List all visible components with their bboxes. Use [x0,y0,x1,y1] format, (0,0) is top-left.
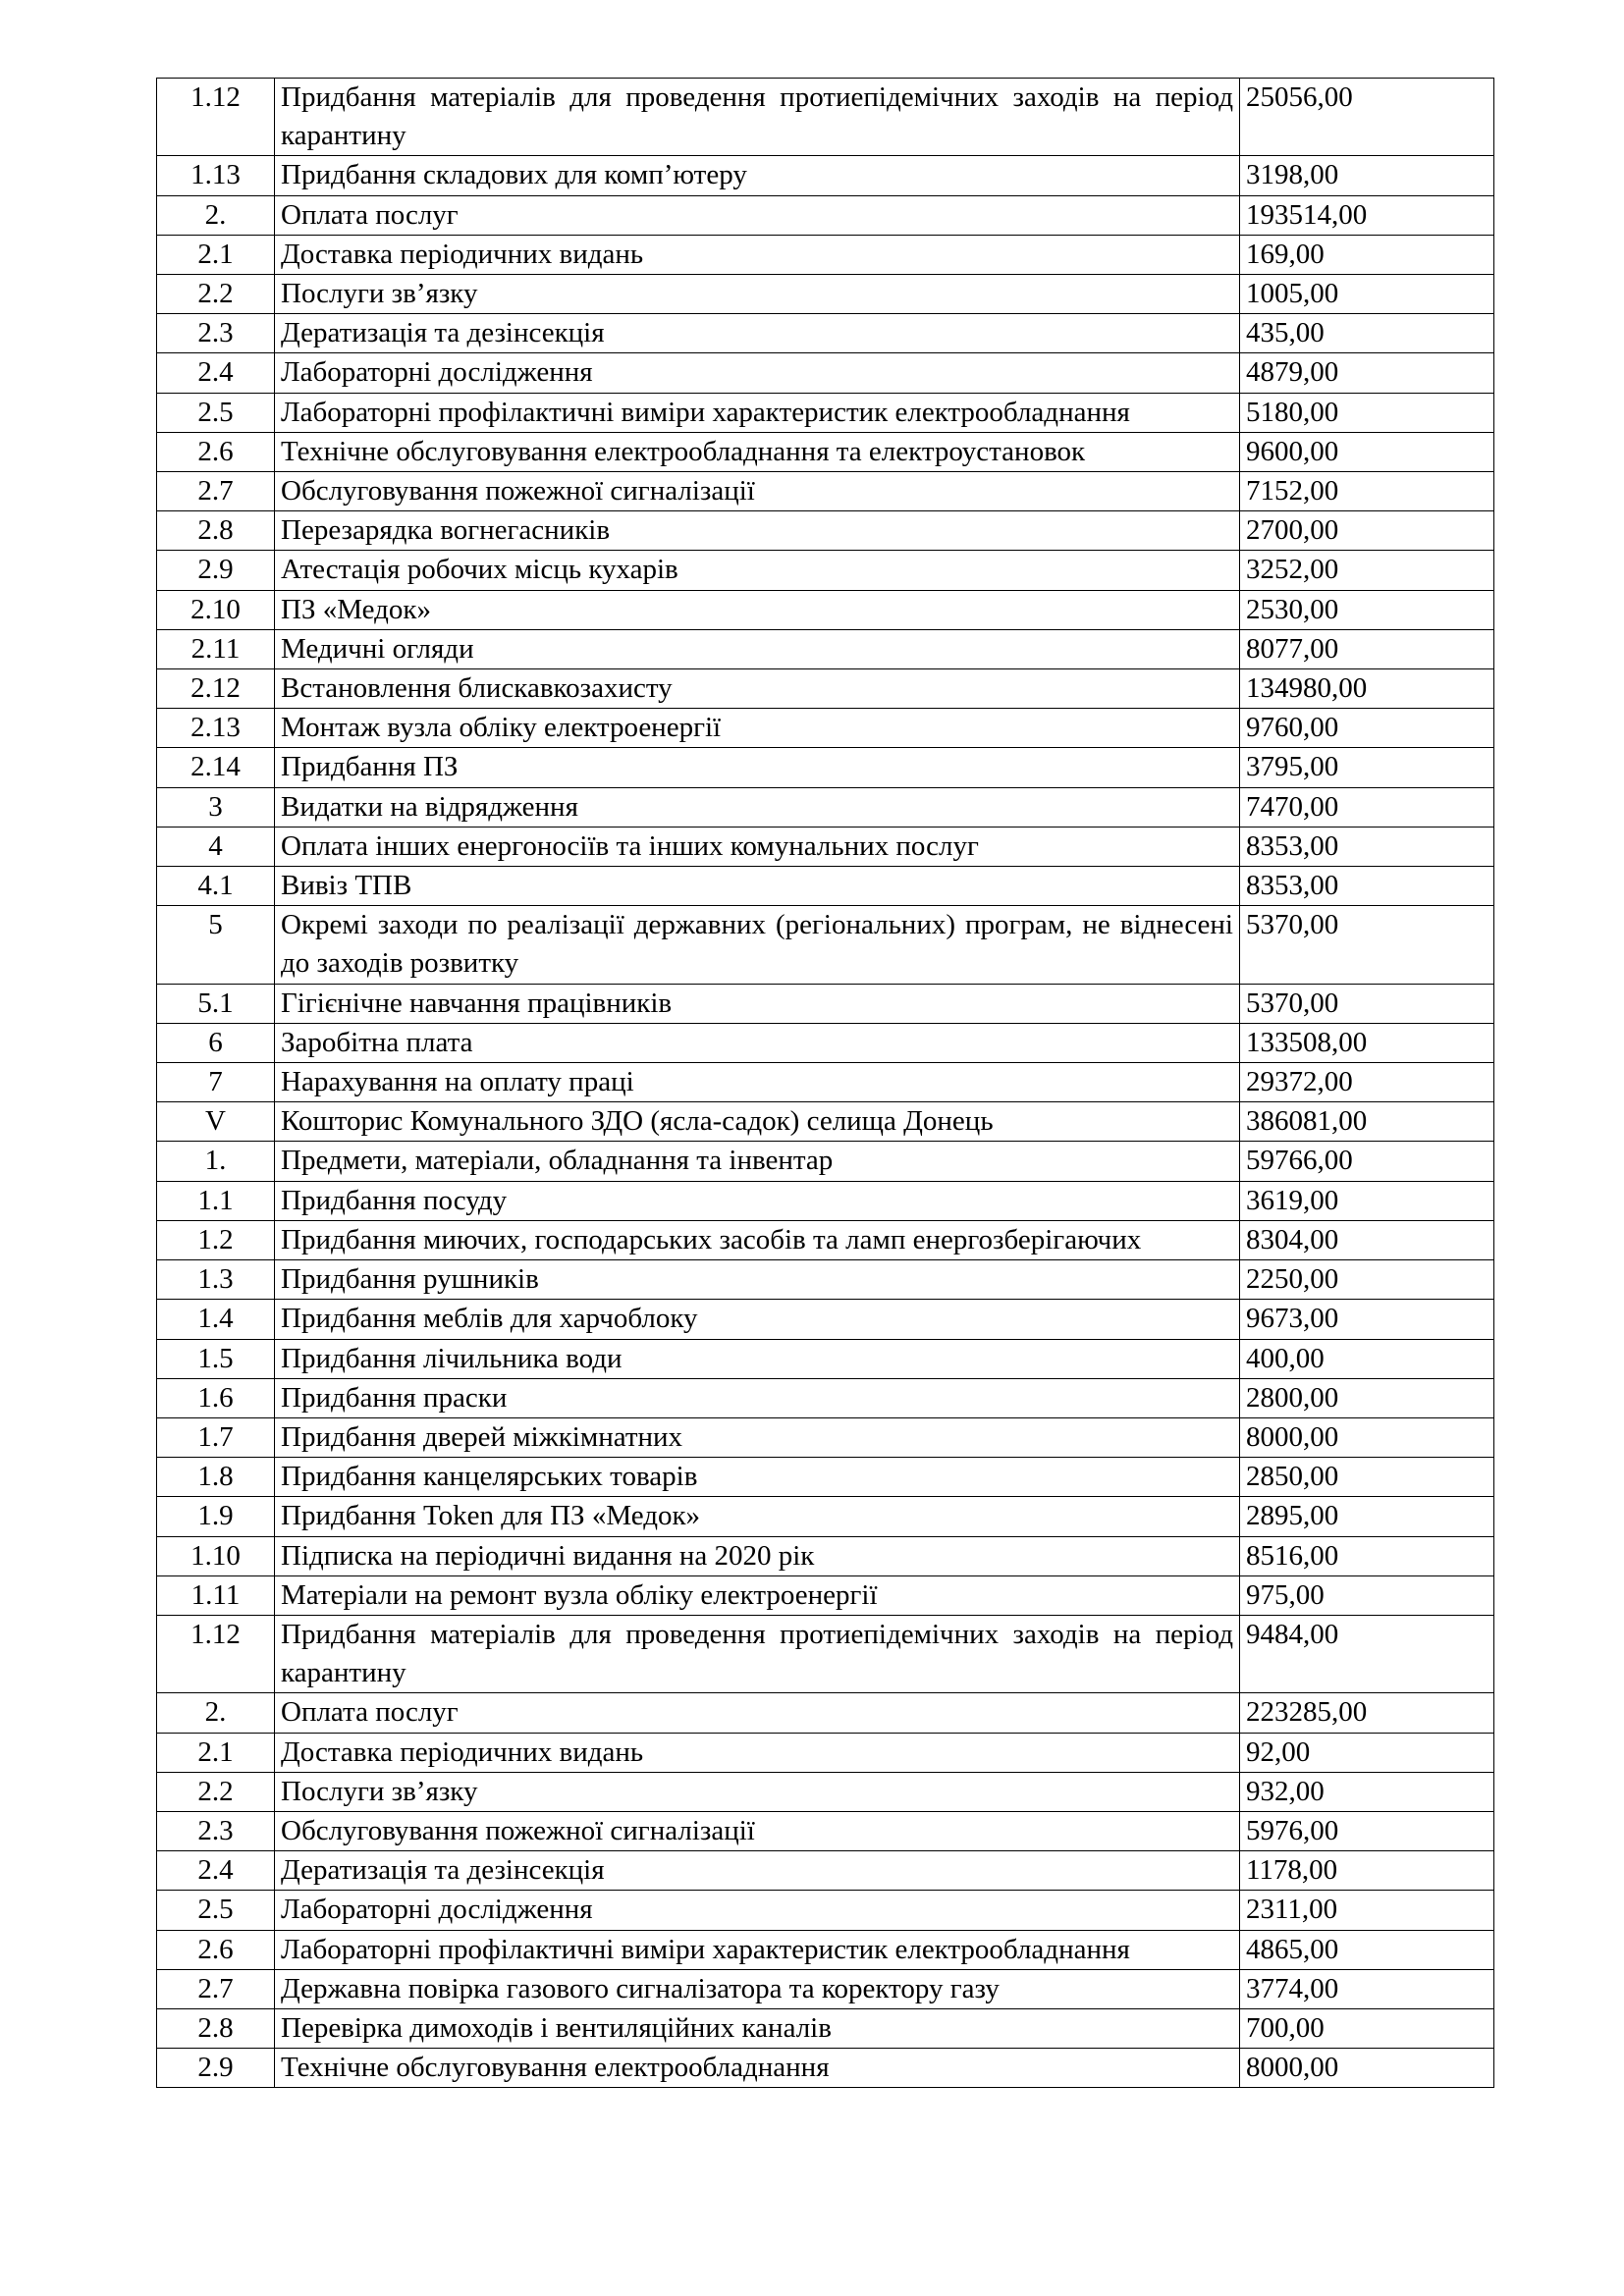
row-number-cell: 2.7 [157,472,275,511]
amount-cell: 386081,00 [1240,1102,1494,1142]
row-number-cell: 2.3 [157,314,275,353]
table-row [157,1220,1494,1259]
table-row [157,629,1494,668]
expense-name-cell: Доставка періодичних видань [275,235,1240,274]
expense-name-cell: Придбання Token для ПЗ «Медок» [275,1497,1240,1536]
table-row [157,906,1494,984]
table-row [157,1497,1494,1536]
expense-name-cell: Технічне обслуговування електрообладнання [275,2049,1240,2088]
expense-name-cell: Придбання матеріалів для проведення протиепідемічних заходів на період карантину [275,1615,1240,1692]
table-row [157,867,1494,906]
table-row [157,195,1494,235]
amount-cell: 5976,00 [1240,1811,1494,1850]
table-row [157,1458,1494,1497]
row-number-cell: 1.5 [157,1339,275,1378]
row-number-cell: 1.9 [157,1497,275,1536]
expense-name-cell: Оплата послуг [275,1693,1240,1733]
row-number-cell: 2.6 [157,1930,275,1969]
expense-name-cell: Окремі заходи по реалізації державних (регіональних) програм, не віднесені до заходів розвитку [275,906,1240,984]
expense-name-cell: Придбання меблів для харчоблоку [275,1300,1240,1339]
amount-cell: 8304,00 [1240,1220,1494,1259]
expense-name-cell: Нарахування на оплату праці [275,1063,1240,1102]
table-row [157,590,1494,629]
table-row [157,79,1494,156]
row-number-cell: 5 [157,906,275,984]
amount-cell: 2530,00 [1240,590,1494,629]
amount-cell: 8000,00 [1240,2049,1494,2088]
expense-name-cell: Встановлення блискавкозахисту [275,669,1240,709]
row-number-cell: 2.4 [157,353,275,393]
amount-cell: 8353,00 [1240,827,1494,866]
row-number-cell: 1.10 [157,1536,275,1575]
budget-table-body [157,79,1494,2088]
row-number-cell: 5.1 [157,984,275,1023]
expense-name-cell: Медичні огляди [275,629,1240,668]
expense-name-cell: Придбання праски [275,1378,1240,1417]
expense-name-cell: Перезарядка вогнегасників [275,511,1240,551]
amount-cell: 2311,00 [1240,1891,1494,1930]
expense-name-cell: Оплата послуг [275,195,1240,235]
table-row [157,1417,1494,1457]
table-row [157,1969,1494,2008]
amount-cell: 7470,00 [1240,787,1494,827]
table-row [157,511,1494,551]
row-number-cell: 2.1 [157,1733,275,1772]
expense-name-cell: Придбання канцелярських товарів [275,1458,1240,1497]
row-number-cell: 1.7 [157,1417,275,1457]
row-number-cell: V [157,1102,275,1142]
row-number-cell: 2.2 [157,1772,275,1811]
amount-cell: 193514,00 [1240,195,1494,235]
table-row [157,1300,1494,1339]
expense-name-cell: Технічне обслуговування електрообладнання та електроустановок [275,432,1240,471]
row-number-cell: 1.1 [157,1181,275,1220]
table-row [157,432,1494,471]
table-row [157,1023,1494,1062]
amount-cell: 4865,00 [1240,1930,1494,1969]
amount-cell: 400,00 [1240,1339,1494,1378]
amount-cell: 700,00 [1240,2008,1494,2048]
amount-cell: 25056,00 [1240,79,1494,156]
table-row [157,1142,1494,1181]
table-row [157,1181,1494,1220]
row-number-cell: 2.10 [157,590,275,629]
row-number-cell: 1.4 [157,1300,275,1339]
amount-cell: 92,00 [1240,1733,1494,1772]
table-row [157,1063,1494,1102]
table-row [157,1260,1494,1300]
table-row [157,1733,1494,1772]
row-number-cell: 1.6 [157,1378,275,1417]
expense-name-cell: Придбання ПЗ [275,748,1240,787]
row-number-cell: 2.2 [157,275,275,314]
table-row [157,1575,1494,1615]
expense-name-cell: Придбання миючих, господарських засобів та ламп енергозберігаючих [275,1220,1240,1259]
expense-name-cell: Лабораторні профілактичні виміри характеристик електрообладнання [275,393,1240,432]
expense-name-cell: Придбання матеріалів для проведення протиепідемічних заходів на період карантину [275,79,1240,156]
row-number-cell: 1.2 [157,1220,275,1259]
amount-cell: 5370,00 [1240,984,1494,1023]
budget-table [156,78,1494,2088]
table-row [157,1102,1494,1142]
expense-name-cell: Заробітна плата [275,1023,1240,1062]
expense-name-cell: Кошторис Комунального ЗДО (ясла-садок) селища Донець [275,1102,1240,1142]
amount-cell: 8000,00 [1240,1417,1494,1457]
table-row [157,1339,1494,1378]
amount-cell: 134980,00 [1240,669,1494,709]
amount-cell: 7152,00 [1240,472,1494,511]
expense-name-cell: Доставка періодичних видань [275,1733,1240,1772]
amount-cell: 133508,00 [1240,1023,1494,1062]
row-number-cell: 3 [157,787,275,827]
table-row [157,235,1494,274]
table-row [157,669,1494,709]
amount-cell: 3198,00 [1240,156,1494,195]
amount-cell: 169,00 [1240,235,1494,274]
row-number-cell: 2. [157,1693,275,1733]
table-row [157,1811,1494,1850]
expense-name-cell: Гігієнічне навчання працівників [275,984,1240,1023]
amount-cell: 1005,00 [1240,275,1494,314]
expense-name-cell: Лабораторні дослідження [275,1891,1240,1930]
amount-cell: 2895,00 [1240,1497,1494,1536]
row-number-cell: 2.9 [157,551,275,590]
expense-name-cell: Обслуговування пожежної сигналізації [275,1811,1240,1850]
amount-cell: 223285,00 [1240,1693,1494,1733]
amount-cell: 59766,00 [1240,1142,1494,1181]
row-number-cell: 2.13 [157,709,275,748]
amount-cell: 975,00 [1240,1575,1494,1615]
amount-cell: 29372,00 [1240,1063,1494,1102]
table-row [157,1772,1494,1811]
amount-cell: 8353,00 [1240,867,1494,906]
expense-name-cell: Послуги зв’язку [275,1772,1240,1811]
table-row [157,984,1494,1023]
expense-name-cell: Вивіз ТПВ [275,867,1240,906]
table-row [157,2008,1494,2048]
expense-name-cell: Лабораторні дослідження [275,353,1240,393]
table-row [157,1615,1494,1692]
row-number-cell: 1.8 [157,1458,275,1497]
row-number-cell: 2.11 [157,629,275,668]
row-number-cell: 1.12 [157,1615,275,1692]
table-row [157,353,1494,393]
row-number-cell: 2.8 [157,2008,275,2048]
expense-name-cell: Видатки на відрядження [275,787,1240,827]
table-row [157,1851,1494,1891]
expense-name-cell: Обслуговування пожежної сигналізації [275,472,1240,511]
row-number-cell: 6 [157,1023,275,1062]
expense-name-cell: Дератизація та дезінсекція [275,314,1240,353]
expense-name-cell: Придбання посуду [275,1181,1240,1220]
table-row [157,393,1494,432]
amount-cell: 2800,00 [1240,1378,1494,1417]
row-number-cell: 2.3 [157,1811,275,1850]
table-row [157,827,1494,866]
table-row [157,314,1494,353]
row-number-cell: 1.12 [157,79,275,156]
row-number-cell: 1. [157,1142,275,1181]
amount-cell: 9484,00 [1240,1615,1494,1692]
amount-cell: 8077,00 [1240,629,1494,668]
expense-name-cell: Придбання дверей міжкімнатних [275,1417,1240,1457]
amount-cell: 3252,00 [1240,551,1494,590]
table-row [157,1930,1494,1969]
row-number-cell: 1.11 [157,1575,275,1615]
document-page [156,78,1493,2088]
row-number-cell: 7 [157,1063,275,1102]
expense-name-cell: Придбання складових для комп’ютеру [275,156,1240,195]
amount-cell: 3774,00 [1240,1969,1494,2008]
expense-name-cell: Предмети, матеріали, обладнання та інвентар [275,1142,1240,1181]
row-number-cell: 4.1 [157,867,275,906]
row-number-cell: 2.8 [157,511,275,551]
row-number-cell: 2.14 [157,748,275,787]
table-row [157,1693,1494,1733]
row-number-cell: 2.12 [157,669,275,709]
amount-cell: 2850,00 [1240,1458,1494,1497]
amount-cell: 2250,00 [1240,1260,1494,1300]
expense-name-cell: Державна повірка газового сигналізатора та коректору газу [275,1969,1240,2008]
amount-cell: 3619,00 [1240,1181,1494,1220]
amount-cell: 435,00 [1240,314,1494,353]
amount-cell: 9673,00 [1240,1300,1494,1339]
expense-name-cell: Дератизація та дезінсекція [275,1851,1240,1891]
expense-name-cell: Матеріали на ремонт вузла обліку електроенергії [275,1575,1240,1615]
row-number-cell: 2.7 [157,1969,275,2008]
row-number-cell: 1.3 [157,1260,275,1300]
row-number-cell: 2.4 [157,1851,275,1891]
expense-name-cell: ПЗ «Медок» [275,590,1240,629]
amount-cell: 5180,00 [1240,393,1494,432]
row-number-cell: 2.5 [157,1891,275,1930]
row-number-cell: 1.13 [157,156,275,195]
row-number-cell: 2.1 [157,235,275,274]
table-row [157,1378,1494,1417]
expense-name-cell: Послуги зв’язку [275,275,1240,314]
table-row [157,787,1494,827]
table-row [157,709,1494,748]
table-row [157,1536,1494,1575]
expense-name-cell: Придбання лічильника води [275,1339,1240,1378]
amount-cell: 3795,00 [1240,748,1494,787]
expense-name-cell: Перевірка димоходів і вентиляційних каналів [275,2008,1240,2048]
amount-cell: 4879,00 [1240,353,1494,393]
amount-cell: 9600,00 [1240,432,1494,471]
row-number-cell: 4 [157,827,275,866]
amount-cell: 8516,00 [1240,1536,1494,1575]
row-number-cell: 2. [157,195,275,235]
amount-cell: 1178,00 [1240,1851,1494,1891]
amount-cell: 932,00 [1240,1772,1494,1811]
expense-name-cell: Лабораторні профілактичні виміри характеристик електрообладнання [275,1930,1240,1969]
row-number-cell: 2.5 [157,393,275,432]
table-row [157,156,1494,195]
expense-name-cell: Оплата інших енергоносіїв та інших комунальних послуг [275,827,1240,866]
amount-cell: 2700,00 [1240,511,1494,551]
amount-cell: 9760,00 [1240,709,1494,748]
expense-name-cell: Монтаж вузла обліку електроенергії [275,709,1240,748]
expense-name-cell: Підписка на періодичні видання на 2020 рік [275,1536,1240,1575]
row-number-cell: 2.9 [157,2049,275,2088]
table-row [157,748,1494,787]
amount-cell: 5370,00 [1240,906,1494,984]
table-row [157,275,1494,314]
expense-name-cell: Атестація робочих місць кухарів [275,551,1240,590]
expense-name-cell: Придбання рушників [275,1260,1240,1300]
row-number-cell: 2.6 [157,432,275,471]
table-row [157,2049,1494,2088]
table-row [157,472,1494,511]
table-row [157,551,1494,590]
table-row [157,1891,1494,1930]
